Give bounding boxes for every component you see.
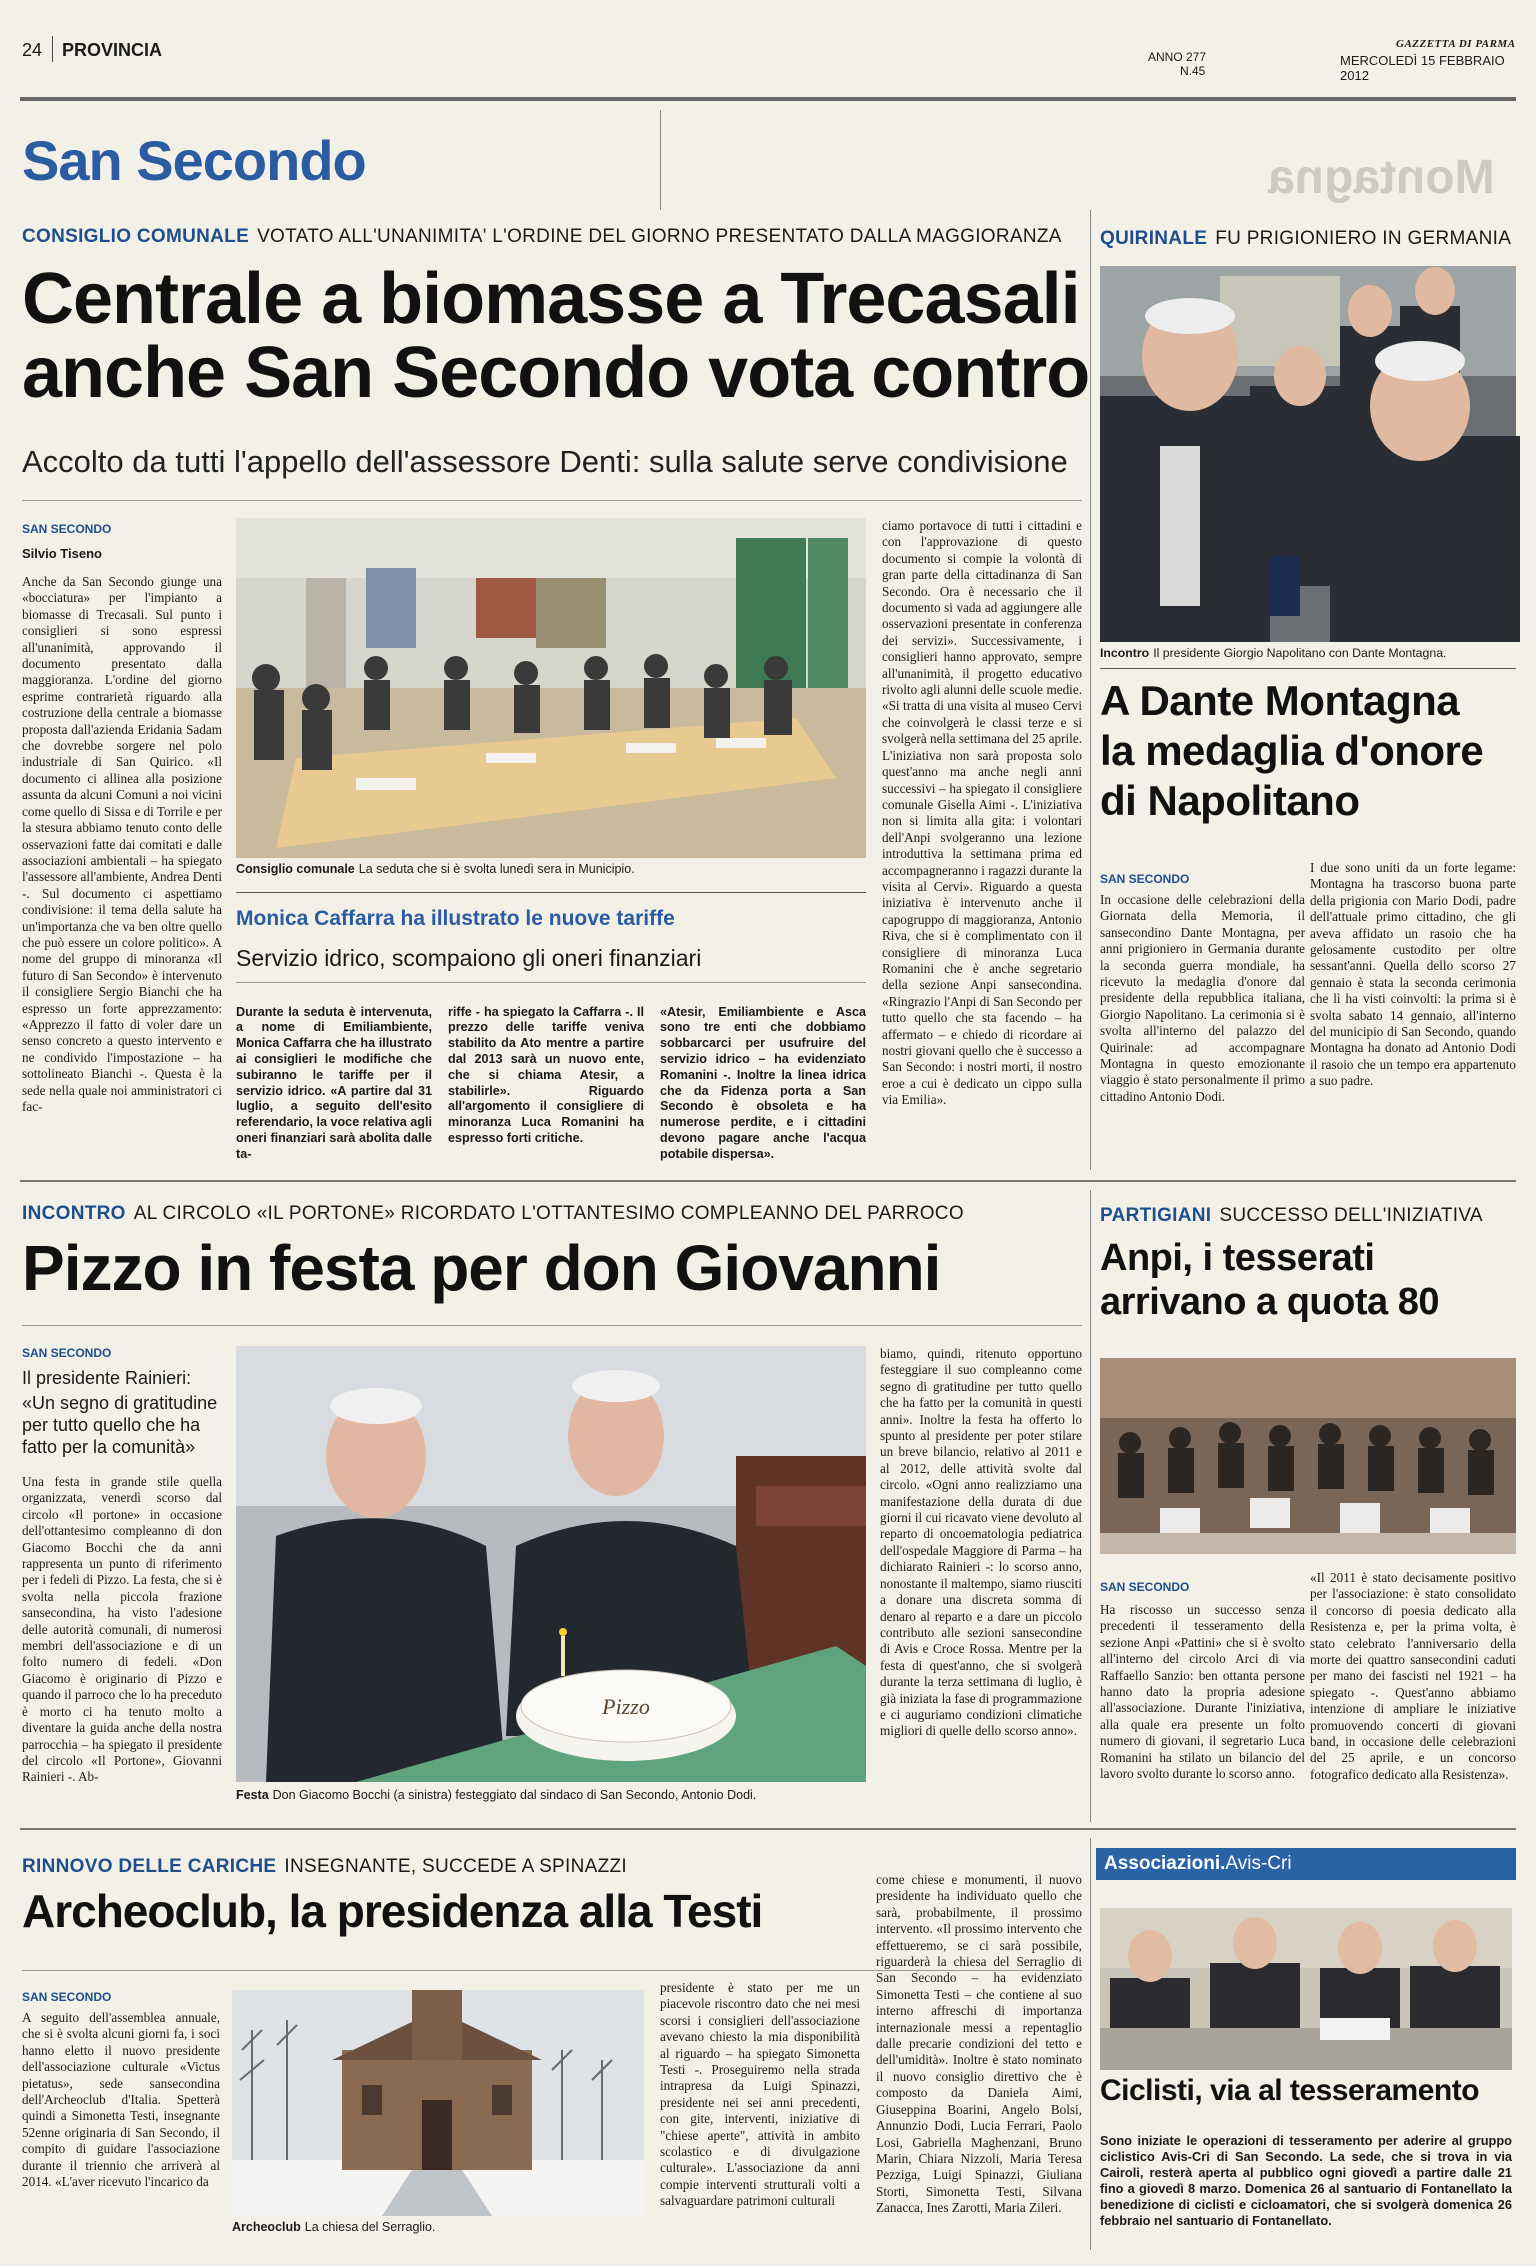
pizzo-tag: SAN SECONDO	[22, 1346, 112, 1360]
tariffe-column1: Durante la seduta è intervenuta, a nome di Emiliambiente, Monica Caffarra che ha illustrato ai consiglieri le modifiche che subiranno le tariffe per il servizio idrico. «A partire dal 31 luglio, a seguito dell'esito referendario, la voce relativa agli oneri finanziari sarà abolita dalle ta-	[236, 1004, 432, 1161]
quirinale-headline: A Dante Montagna la medaglia d'onore di Napolitano	[1100, 677, 1484, 824]
article1-kicker-text: VOTATO ALL'UNANIMITA' L'ORDINE DEL GIORNO PRESENTATO DALLA MAGGIORANZA	[257, 226, 1062, 247]
anpi-column1: Ha riscosso un successo senza precedenti il tesseramento della sezione Anpi «Pattini» che si è svolto all'interno del circolo Arci di via Raffaello Sanzio: ben ottanta persone hanno dato la propria adesione all'associazione. Durante l'iniziativa, alla quale era presente un folto numero di giovani, il segretario Luca Romanini ha stilato un bilancio del lavoro svolto durante lo scorso anno.	[1100, 1602, 1305, 1782]
council-photo	[236, 518, 866, 858]
anpi-kicker	[1100, 1205, 1520, 1227]
article1-headline	[22, 259, 1092, 414]
anpi-tag: SAN SECONDO	[1100, 1580, 1190, 1594]
pizzo-kicker-text: AL CIRCOLO «IL PORTONE» RICORDATO L'OTTANTESIMO COMPLEANNO DEL PARROCO	[133, 1203, 964, 1224]
issue-date: MERCOLEDÌ 15 FEBBRAIO 2012	[1340, 53, 1505, 83]
serraglio-photo-illustration	[232, 1990, 644, 2216]
archeoclub-kicker	[22, 1856, 642, 1878]
pizzo-headline: Pizzo in festa per don Giovanni	[22, 1232, 941, 1304]
quirinale-tag: SAN SECONDO	[1100, 872, 1190, 886]
quirinale-column2: I due sono uniti da un forte legame: Montagna ha trascorso buona parte della prigionia con Mario Dodi, padre dell'attuale primo cittadino, che gli aveva affidato un rasoio che ha gelosamente custodito per oltre sessant'anni. Quella dello scorso 27 gennaio è stata la seconda cerimonia che lì ha visti coinvolti: la prima si è svolta sabato 14 gennaio, all'interno del municipio di San Secondo, quando Montagna ha donato ad Antonio Dodi il rasoio che un tempo era appartenuto a suo padre.	[1310, 860, 1516, 1089]
article1-author: Silvio Tiseno	[22, 546, 102, 561]
pizzo-column2: biamo, quindi, ritenuto opportuno festeggiare il suo compleanno come segno di gratitudine per tutto quello che ha fatto per la comunità in questi anni». Inoltre la festa ha offerto lo spunto al presidente per poter stilare un breve bilancio, relativo al 2011 e al 2012, delle attività svolte dal circolo. «Ogni anno realizziamo una manifestazione della durata di due giorni il cui ricavato viene devoluto al reparto di oncoematologia pediatrica dell'ospedale Maggiore di Parma – ha dichiarato Rainieri -: lo scorso anno, nonostante il maltempo, siamo riusciti a donare una discreta somma di denaro al reparto e a dare un piccolo contributo alle sezioni sansecondine di Avis e Croce Rossa. Mentre per la festa di quest'anno, che si svolgerà durante la terza settimana di luglio, è già iniziata la fase di programmazione e ci auguriamo condizioni climatiche migliori di quelle dello scorso anno».	[880, 1346, 1082, 1739]
pizzo-column1: Una festa in grande stile quella organizzata, venerdì scorso dal circolo «Il portone» in occasione dell'ottantesimo compleanno di don Giacomo Bocchi che da anni rappresenta un punto di riferimento per i fedeli di Pizzo. La festa, che si è svolta nella piccola frazione sansecondina, ha visto l'adesione delle autorità comunali, di numerosi membri dell'associazione e di un folto numero di fedeli. «Don Giacomo è originario di Pizzo e quando il parroco che lo ha preceduto è morto ci ha tenuto molto a diventare la guida anche della nostra parrocchia – ha spiegato il presidente del circolo «Il Portone», Giovanni Rainieri -. Ab-	[22, 1474, 222, 1785]
article1-column4: ciamo portavoce di tutti i cittadini e con l'approvazione di questo documento si compie la volontà di gran parte della cittadinanza di San Secondo. Ora è necessario che il documento si vada ad aggiungere alle osservazioni presentate in conferenza dei servizi». Successivamente, i consiglieri hanno approvato, sempre all'unanimità, il progetto educativo rivolto agli alunni delle scuole medie. «Si tratta di una visita al museo Cervi che coinvolgerà le classi terze e si svolgerà nella settimana del 25 aprile. L'iniziativa non sarà proposta solo quest'anno ma anche negli anni successivi – ha spiegato il consigliere comunale Gisella Aimi -. L'iniziativa non si limita alla gita: i volontari dell'Anpi svolgeranno una lezione introduttiva la settimana prima ed accompagneranno i ragazzi durante la visita al Cervi». Riguardo a questa iniziativa è intervenuto anche il capogruppo di maggioranza, Antonio Riva, che si è complimentato con il consigliere di minoranza Luca Romanini che è anche segretario della sezione Anpi sansecondina. «Ringrazio l'Anpi di San Secondo per tutto quello che sta facendo – ha affermato – e chiedo di ricordare ai nostri giovani quello che è successo a San Secondo: i nostri morti, il nostro eroe a cui è dedicato un cippo sulla via Emilia».	[882, 518, 1082, 1108]
anpi-kicker-tag: PARTIGIANI	[1100, 1205, 1212, 1226]
serraglio-photo	[232, 1990, 644, 2216]
pizzo-kicker	[22, 1203, 1092, 1225]
avis-photo-illustration	[1100, 1908, 1512, 2070]
quirinale-kicker-tag: QUIRINALE	[1100, 228, 1208, 249]
anpi-photo	[1100, 1358, 1516, 1554]
avis-headline: Ciclisti, via al tesseramento	[1100, 2074, 1480, 2107]
quirinale-column1: In occasione delle celebrazioni della Giornata della Memoria, il sansecondino Dante Montagna, per anni prigioniero in Germania durante la seconda guerra mondiale, ha ricevuto la medaglia d'onore dal presidente della repubblica italiana, Giorgio Napolitano. La cerimonia si è svolta all'interno del palazzo del Quirinale: ad accompagnare Montagna in questo emozionante viaggio è stato personalmente il primo cittadino Antonio Dodi.	[1100, 892, 1305, 1104]
anpi-column2: «Il 2011 è stato decisamente positivo per l'associazione: è stato consolidato il concorso di poesia dedicato alla Resistenza e, per la prima volta, è stato celebrato l'anniversario della morte dei quattro sansecondini caduti per mano dei fascisti nel 1921 – ha spiegato -. Quest'anno abbiamo intenzione di ampliare le iniziative promuovendo concerti di giovani band, in occasione delle celebrazioni del 25 aprile, e un concorso fotografico dedicato alla Resistenza».	[1310, 1570, 1516, 1782]
anpi-photo-illustration	[1100, 1358, 1516, 1554]
page-number: 24	[22, 40, 43, 60]
festa-photo	[236, 1346, 866, 1782]
serraglio-photo-caption: Archeoclub La chiesa del Serraglio.	[232, 2220, 436, 2234]
article1-kicker-tag: CONSIGLIO COMUNALE	[22, 226, 250, 247]
napolitano-photo-illustration	[1100, 266, 1516, 642]
paper-name: GAZZETTA DI PARMA	[1396, 38, 1516, 50]
avis-body: Sono iniziate le operazioni di tesseramento per aderire al gruppo ciclistico Avis-Cri di San Secondo. La sede, che si trova in via Cairoli, resterà aperta al pubblico ogni giovedì a partire dalle 21 fino a giovedì 8 marzo. Domenica 26 al santuario di Fontanellato la benedizione di ciclisti e cicloamatori, che si svolgerà domenica 26 febbraio nel santuario di Fontanellato.	[1100, 2132, 1512, 2228]
article1-headline-line2: anche San Secondo vota contro	[22, 333, 1090, 414]
article1-kicker	[22, 226, 1082, 248]
archeoclub-kicker-tag: RINNOVO DELLE CARICHE	[22, 1856, 277, 1877]
festa-photo-caption: Festa Don Giacomo Bocchi (a sinistra) festeggiato dal sindaco di San Secondo, Antonio Dodi.	[236, 1788, 757, 1802]
pizzo-quote: «Un segno di gratitudine per tutto quello che ha fatto per la comunità»	[22, 1393, 218, 1457]
council-photo-illustration	[236, 518, 866, 858]
town-title: San Secondo	[22, 129, 366, 192]
archeoclub-column1: A seguito dell'assemblea annuale, che si è svolta alcuni giorni fa, i soci hanno eletto il nuovo presidente dell'associazione culturale «Victus pietatus», sede sansecondina dell'Archeoclub d'Italia. Spetterà quindi a Simonetta Testi, insegnante 52enne originaria di San Secondo, il compito di guidare l'associazione durante il triennio che arriverà al 2014. «L'aver ricevuto l'incarico da	[22, 2010, 220, 2190]
anpi-headline: Anpi, i tesserati arrivano a quota 80	[1100, 1237, 1439, 1323]
quirinale-kicker	[1100, 228, 1520, 250]
article1-tag: SAN SECONDO	[22, 522, 112, 536]
archeoclub-column2: presidente è stato per me un piacevole riscontro dato che nei mesi scorsi i consiglieri dell'associazione avevano chiesto la mia disponibilità al riguardo – ha spiegato Simonetta Testi -. Proseguiremo nella strada intrapresa da Luigi Spinazzi, presidente nei sei anni precedenti, con gite, interventi, iniziative di "chiese aperte", attività in ambito scolastico e di divulgazione culturale». L'associazione da anni compie interventi strutturali volti a salvaguardare patrimoni culturali	[660, 1980, 860, 2209]
tariffe-title: Monica Caffarra ha illustrato le nuove tariffe	[236, 907, 675, 930]
article1-subheadline: Accolto da tutti l'appello dell'assessore Denti: sulla salute serve condivisione	[22, 444, 1068, 479]
pizzo-quote-lead: Il presidente Rainieri:	[22, 1368, 192, 1388]
issue-number: N.45	[1180, 64, 1206, 78]
anpi-kicker-text: SUCCESSO DELL'INIZIATIVA	[1219, 1205, 1483, 1226]
archeoclub-kicker-text: INSEGNANTE, SUCCEDE A SPINAZZI	[284, 1856, 627, 1877]
festa-photo-illustration	[236, 1346, 866, 1782]
archeoclub-tag: SAN SECONDO	[22, 1990, 112, 2004]
avis-photo	[1100, 1908, 1512, 2070]
article1-column1: Anche da San Secondo giunge una «bocciatura» per l'impianto a biomasse di Trecasali. Sul punto i consiglieri si sono espressi all'unanimità, approvando il documento presentato dalla maggioranza. L'ordine del giorno esprime contrarietà riguardo alla costruzione della centrale a biomasse proposta dall'azienda Eridania Sadam che dovrebbe sorgere nel polo industriale di San Quirico. «Il documento ci allinea alla posizione assunta da alcuni Comuni a noi vicini come quello di Sissa e di Torrile e per la stesura abbiamo tenuto conto delle osservazioni fatte dai comitati e dalle associazioni ambientali – ha spiegato l'assessore all'ambiente, Andrea Denti -. Sul documento ci aspettiamo condivisione: il tema della salute ha un'importanza che va ben oltre quello che può essere un colore politico». A nome del gruppo di minoranza «Il futuro di San Secondo» è intervenuto il consigliere Sergio Bianchi che ha espresso un forte apprezzamento: «Apprezzo il fatto di voler dare un senso concreto a questo intervento e ne condivido l'impostazione – ha sottolineato Bianchi -. Questa è la sede nella quale noi amministratori ci fac-	[22, 574, 222, 1114]
napolitano-photo	[1100, 266, 1516, 642]
council-photo-caption: Consiglio comunale La seduta che si è svolta lunedì sera in Municipio.	[236, 862, 635, 876]
archeoclub-column3: come chiese e monumenti, il nuovo presidente ha individuato quello che sarà, probabilmente, il prossimo intervento. «Il prossimo intervento che effettueremo, se ci sarà possibile, riguarderà la chiesa del Serraglio di San Secondo – ha evidenziato Simonetta Testi – che contiene al suo interno affreschi di importanza internazionale messi a repentaglio dalle precarie condizioni del tetto e dell'umidità». Inoltre è stato nominato il nuovo consiglio direttivo che è composto da Daniela Aimi, Giuseppina Boarini, Angelo Bolsi, Annunzio Dodi, Lucia Ferrari, Paolo Losi, Gabriella Maghenzani, Bruno Marin, Chiara Nizzoli, Maria Teresa Pezziga, Luigi Spinazzi, Giuliana Storti, Simonetta Testi, Silvana Zanacca, Ines Zarotti, Maria Zileri.	[876, 1872, 1082, 2216]
article1-headline-line1: Centrale a biomasse a Trecasali	[22, 259, 1080, 339]
section-name: PROVINCIA	[62, 40, 163, 60]
avis-band-title: Associazioni.Avis-Cri	[1104, 1853, 1292, 1874]
cake-text: Pizzo	[602, 1694, 650, 1719]
quirinale-kicker-text: FU PRIGIONIERO IN GERMANIA	[1215, 228, 1512, 249]
pizzo-kicker-tag: INCONTRO	[22, 1203, 126, 1224]
tariffe-column3: «Atesir, Emiliambiente e Asca sono tre enti che dobbiamo sobbarcarci per usufruire del servizio idrico – ha evidenziato Romanini -. Inoltre la linea idrica che da Fidenza porta a San Secondo è obsoleta e ha numerose perdite, e i cittadini devono pagare anche l'acqua potabile dispersa».	[660, 1004, 866, 1161]
napolitano-photo-caption: Incontro Il presidente Giorgio Napolitano con Dante Montagna.	[1100, 646, 1447, 660]
archeoclub-headline: Archeoclub, la presidenza alla Testi	[22, 1885, 763, 1937]
ghost-show-through: Montagna	[1268, 151, 1495, 204]
tariffe-subtitle: Servizio idrico, scompaiono gli oneri finanziari	[236, 945, 702, 971]
issue-year: ANNO 277	[1148, 50, 1207, 64]
tariffe-column2: riffe - ha spiegato la Caffarra -. Il prezzo delle tariffe veniva stabilito da Ato mentre a partire dal 2013 sarà un nuovo ente, che si chiama Atesir, a stabilirle». Riguardo all'argomento il consigliere di minoranza Luca Romanini ha espresso forti critiche.	[448, 1004, 644, 1145]
